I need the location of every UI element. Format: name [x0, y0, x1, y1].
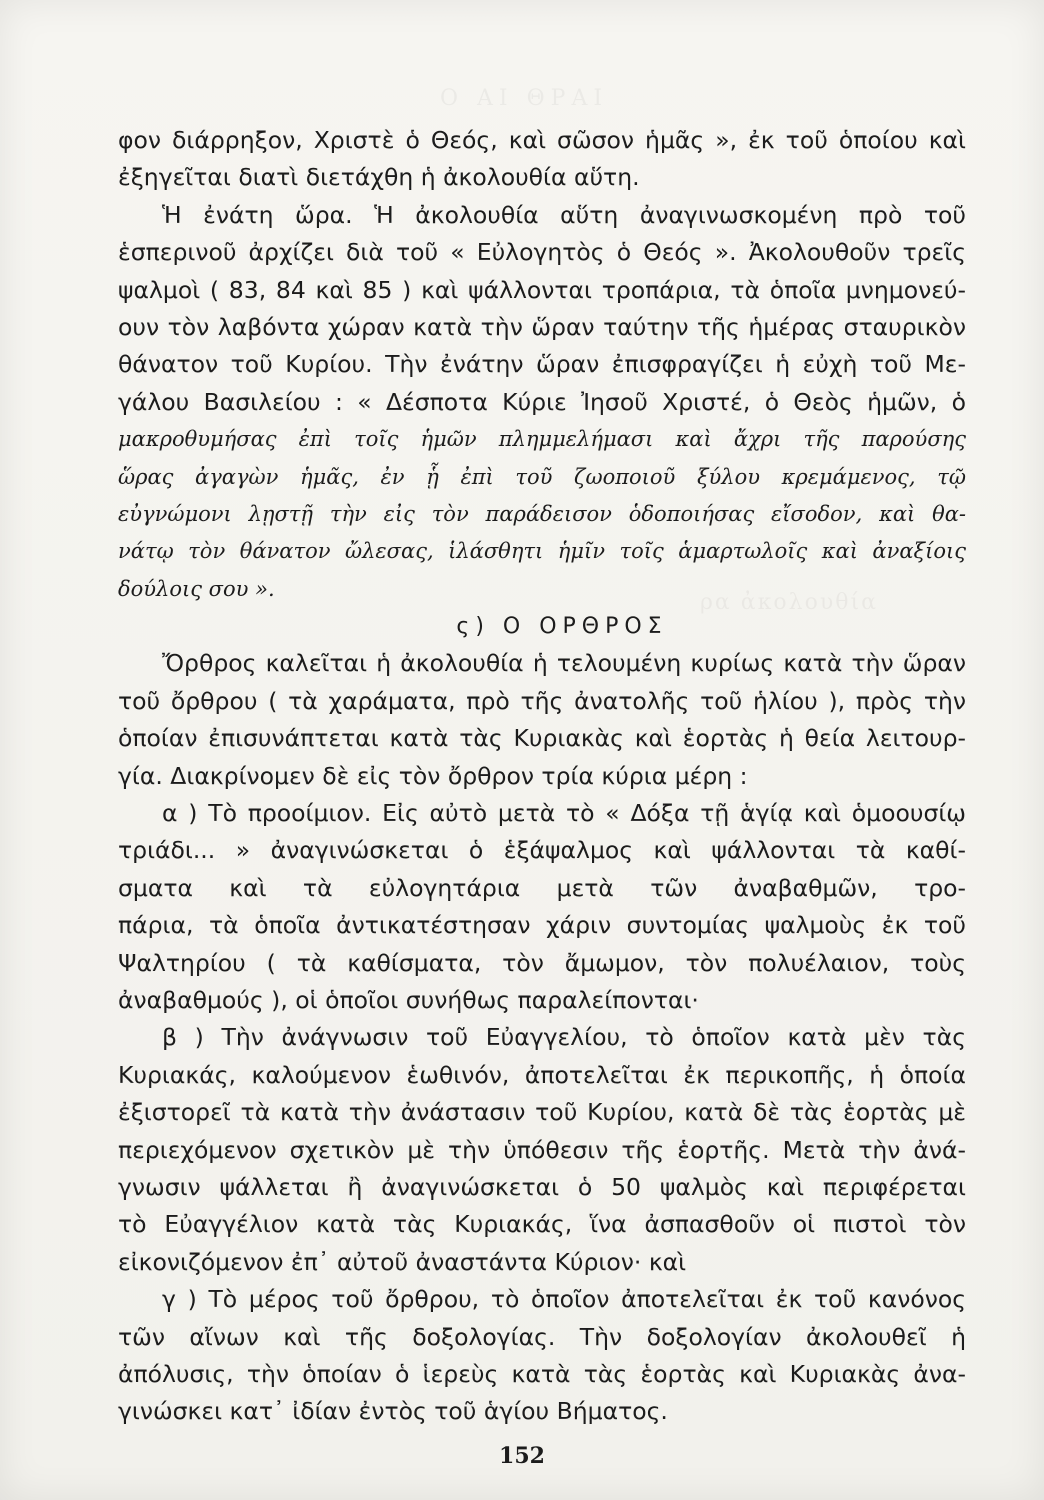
text-line: Ἡ ἐνάτη ὥρα. Ἡ ἀκολουθία αὕτη ἀναγινωσκομένη πρὸ τοῦ: [162, 200, 966, 229]
text-line: τῶν αἴνων καὶ τῆς δοξολογίας. Τὴν δοξολογίαν ἀκολουθεῖ ἡ: [118, 1322, 966, 1351]
text-line: εἰκονιζόμενον ἐπ᾽ αὐτοῦ ἀναστάντα Κύριον· καὶ: [118, 1247, 687, 1276]
text-line: νάτῳ τὸν θάνατον ὤλεσας, ἱλάσθητι ἡμῖν τοῖς ἁμαρτωλοῖς καὶ ἀναξίοις: [118, 539, 966, 564]
text-line: β ) Τὴν ἀνάγνωσιν τοῦ Εὐαγγελίου, τὸ ὁποῖον κατὰ μὲν τὰς: [162, 1023, 966, 1052]
text-line: ὥρας ἀγαγὼν ἡμᾶς, ἐν ᾗ ἐπὶ τοῦ ζωοποιοῦ ξύλου κρεμάμενος, τῷ: [118, 464, 966, 489]
text-line: πάρια, τὰ ὁποῖα ἀντικατέστησαν χάριν συντομίας ψαλμοὺς ἐκ τοῦ: [118, 911, 966, 940]
text-line: τοῦ ὄρθρου ( τὰ χαράματα, πρὸ τῆς ἀνατολῆς τοῦ ἡλίου ), πρὸς τὴν: [118, 686, 966, 715]
section-heading: ς) Ο ΟΡΘΡΟΣ: [456, 614, 668, 640]
text-line: εὐγνώμονι λῃστῇ τὴν εἰς τὸν παράδεισον ὁδοποιήσας εἴσοδον, καὶ θα-: [118, 501, 966, 526]
text-line: τριάδι... » ἀναγινώσκεται ὁ ἑξάψαλμος καὶ ψάλλονται τὰ καθί-: [118, 836, 966, 865]
text-line: ψαλμοὶ ( 83, 84 καὶ 85 ) καὶ ψάλλονται τροπάρια, τὰ ὁποῖα μνημονεύ-: [118, 275, 966, 304]
text-line: ἀναβαθμούς ), οἱ ὁποῖοι συνήθως παραλείπονται·: [118, 985, 699, 1014]
page-number: 152: [499, 1443, 545, 1469]
text-line: ἐξηγεῖται διατὶ διετάχθη ἡ ἀκολουθία αὕτη.: [118, 163, 640, 192]
text-line: ἑσπερινοῦ ἀρχίζει διὰ τοῦ « Εὐλογητὸς ὁ Θεός ». Ἀκολουθοῦν τρεῖς: [118, 238, 966, 267]
text-line: ὁποίαν ἐπισυνάπτεται κατὰ τὰς Κυριακὰς καὶ ἑορτὰς ἡ θεία λειτουρ-: [118, 724, 966, 753]
bleed-through-text: [440, 86, 608, 111]
text-line: Ψαλτηρίου ( τὰ καθίσματα, τὸν ἄμωμον, τὸν πολυέλαιον, τοὺς: [118, 948, 966, 977]
text-line: γ ) Τὸ μέρος τοῦ ὄρθρου, τὸ ὁποῖον ἀποτελεῖται ἐκ τοῦ κανόνος: [162, 1285, 966, 1314]
text-line: τὸ Εὐαγγέλιον κατὰ τὰς Κυριακάς, ἵνα ἀσπασθοῦν οἱ πιστοὶ τὸν: [118, 1210, 966, 1239]
text-line: μακροθυμήσας ἐπὶ τοῖς ἡμῶν πλημμελήμασι καὶ ἄχρι τῆς παρούσης: [118, 427, 966, 452]
body-text: [118, 122, 966, 1431]
text-line: θάνατον τοῦ Κυρίου. Τὴν ἐνάτην ὥραν ἐπισφραγίζει ἡ εὐχὴ τοῦ Με-: [118, 350, 966, 379]
text-line: Κυριακάς, καλούμενον ἑωθινόν, ἀποτελεῖται ἐκ περικοπῆς, ἡ ὁποία: [118, 1060, 966, 1089]
text-line: γάλου Βασιλείου : « Δέσποτα Κύριε Ἰησοῦ Χριστέ, ὁ Θεὸς ἡμῶν, ὁ: [118, 387, 966, 416]
text-line: περιεχόμενον σχετικὸν μὲ τὴν ὑπόθεσιν τῆς ἑορτῆς. Μετὰ τὴν ἀνά-: [118, 1135, 966, 1164]
text-line: γνωσιν ψάλλεται ἢ ἀναγινώσκεται ὁ 50 ψαλμὸς καὶ περιφέρεται: [118, 1172, 966, 1201]
text-line: γία. Διακρίνομεν δὲ εἰς τὸν ὄρθρον τρία κύρια μέρη :: [118, 761, 748, 790]
text-line: Ὄρθρος καλεῖται ἡ ἀκολουθία ἡ τελουμένη κυρίως κατὰ τὴν ὥραν: [162, 649, 966, 678]
text-line: ἀπόλυσις, τὴν ὁποίαν ὁ ἱερεὺς κατὰ τὰς ἑορτὰς καὶ Κυριακὰς ἀνα-: [118, 1359, 966, 1388]
text-line: φον διάρρηξον, Χριστὲ ὁ Θεός, καὶ σῶσον ἡμᾶς », ἐκ τοῦ ὁποίου καὶ: [118, 126, 966, 154]
text-line: α ) Τὸ προοίμιον. Εἰς αὐτὸ μετὰ τὸ « Δόξα τῇ ἁγίᾳ καὶ ὁμοουσίῳ: [162, 799, 966, 828]
text-line: ουν τὸν λαβόντα χώραν κατὰ τὴν ὥραν ταύτην τῆς ἡμέρας σταυρικὸν: [118, 312, 966, 341]
text-line: γινώσκει κατ᾽ ἰδίαν ἐντὸς τοῦ ἁγίου Βήματος.: [118, 1397, 668, 1426]
text-line: ἐξιστορεῖ τὰ κατὰ τὴν ἀνάστασιν τοῦ Κυρίου, κατὰ δὲ τὰς ἑορτὰς μὲ: [118, 1098, 966, 1127]
text-line: δούλοις σου ».: [118, 576, 275, 601]
text-line: σματα καὶ τὰ εὐλογητάρια μετὰ τῶν ἀναβαθμῶν, τρο-: [118, 873, 966, 902]
